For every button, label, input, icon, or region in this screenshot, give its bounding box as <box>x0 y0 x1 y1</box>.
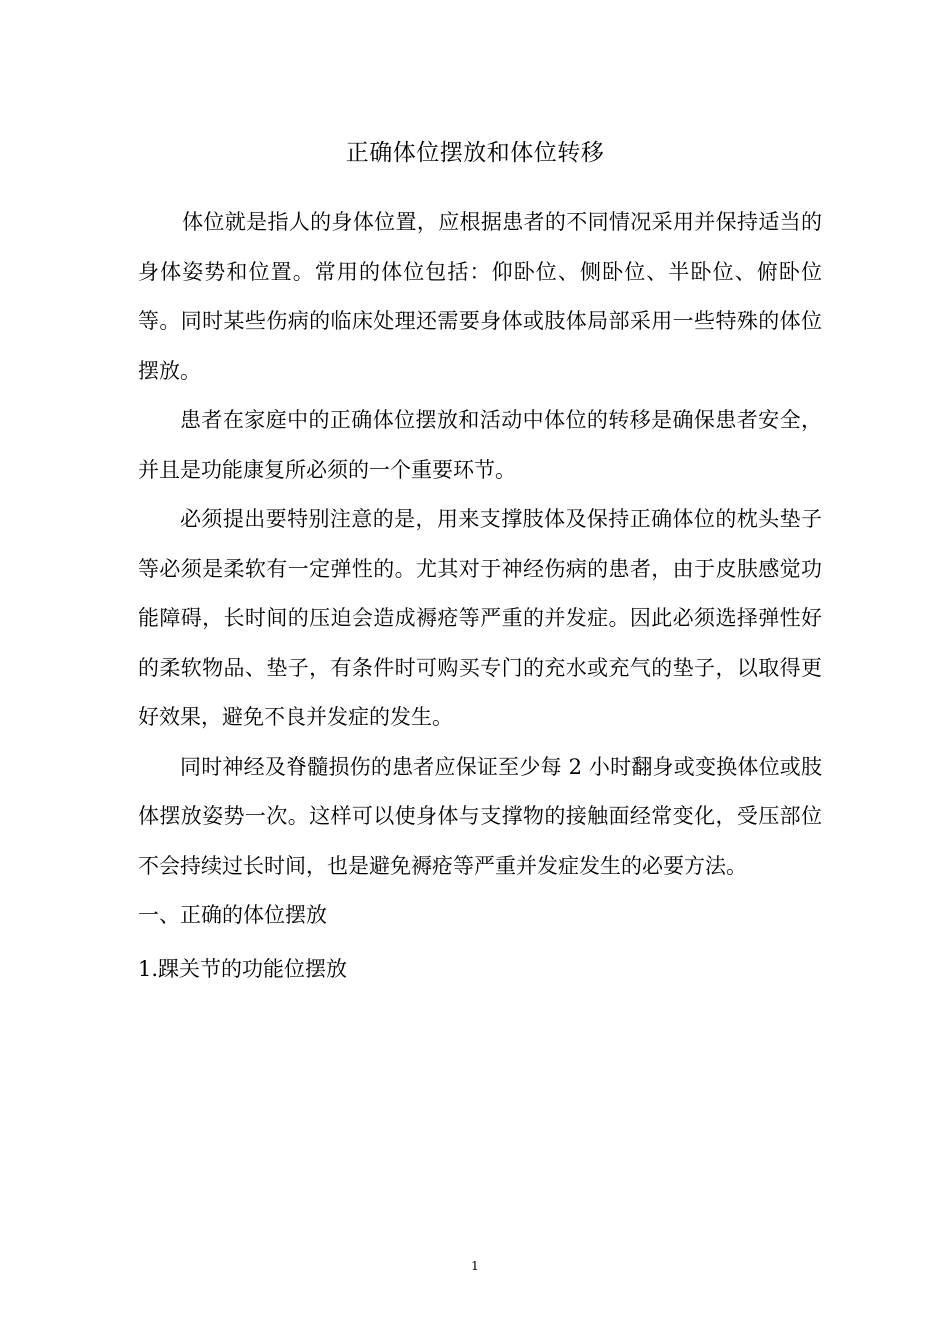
paragraph-home-positioning: 患者在家庭中的正确体位摆放和活动中体位的转移是确保患者安全，并且是功能康复所必须的一个重要环节。 <box>138 408 822 482</box>
paragraph-cushion-requirements: 必须提出要特别注意的是，用来支撑肢体及保持正确体位的枕头垫子等必须是柔软有一定弹性的。尤其对于神经伤病的患者，由于皮肤感觉功能障碍，长时间的压迫会造成褥疮等严重的并发症。因此必须选择弹性好的柔软物品、垫子，有条件时可购买专门的充水或充气的垫子，以取得更好效果，避免不良并发症的发生。 <box>138 507 822 729</box>
paragraph-body-position-definition: 体位就是指人的身体位置，应根据患者的不同情况采用并保持适当的身体姿势和位置。常用的体位包括：仰卧位、侧卧位、半卧位、俯卧位等。同时某些伤病的临床处理还需要身体或肢体局部采用一些特殊的体位摆放。 <box>138 210 822 383</box>
document-title: 正确体位摆放和体位转移 <box>345 140 605 166</box>
paragraph-turning-schedule: 同时神经及脊髓损伤的患者应保证至少每 2 小时翻身或变换体位或肢体摆放姿势一次。这样可以使身体与支撑物的接触面经常变化，受压部位不会持续过长时间，也是避免褥疮等严重并发症发生的必要方法。 <box>138 754 822 878</box>
section-heading: 一、正确的体位摆放 <box>138 903 327 927</box>
document-body <box>138 198 822 994</box>
page-number: 1 <box>471 1259 479 1273</box>
subsection-heading: 1.踝关节的功能位摆放 <box>138 956 348 981</box>
